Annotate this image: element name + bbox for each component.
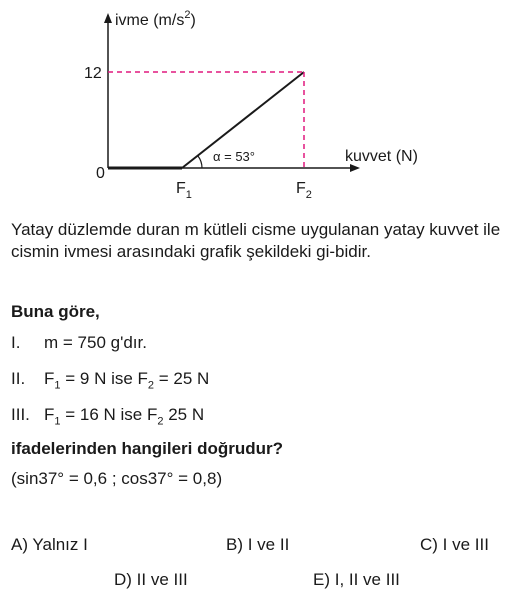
force-acceleration-graph [0, 0, 513, 215]
y-tick-0: 0 [96, 165, 105, 182]
f1-label: $F_1$ [176, 180, 192, 201]
y-tick-12: 12 [84, 65, 102, 82]
choice-d[interactable]: D) II ve III [114, 570, 188, 589]
choice-a[interactable]: A) Yalnız I [11, 535, 88, 554]
choice-c[interactable]: C) I ve III [420, 535, 489, 554]
angle-label: α = 53° [213, 149, 255, 164]
angle-arc [198, 156, 202, 168]
f2-label: $F_2$ [296, 180, 312, 201]
choice-e[interactable]: E) I, II ve III [313, 570, 400, 589]
question-hint: (sin37° = 0,6 ; cos37° = 0,8) [11, 469, 223, 488]
choice-b[interactable]: B) I ve II [226, 535, 290, 554]
statement-text: m = 750 g'dır. [44, 333, 147, 352]
x-axis-label: kuvvet (N) [345, 148, 418, 165]
question-lead: Buna göre, [11, 302, 100, 321]
statement-number: I. [11, 333, 21, 352]
statement-3: III. $F_1 = 16$ N ise $F_2$ 25 N [11, 405, 205, 428]
statement-1 [11, 332, 147, 354]
question-paragraph: Yatay düzlemde duran m kütleli cisme uygulanan yatay kuvvet ile cismin ivmesi arasındaki grafik şekildeki gi-bidir. [11, 220, 501, 261]
statement-2: II. $F_1 = 9$ N ise $F_2 = 25$ N [11, 369, 210, 392]
y-axis-arrow-icon [104, 13, 112, 23]
statement-number: II. [11, 369, 26, 388]
statement-number: III. [11, 405, 30, 424]
question-ask: ifadelerinden hangileri doğrudur? [11, 439, 284, 458]
y-axis-label: ivme $(m/s^2)$ [115, 9, 196, 29]
x-axis-arrow-icon [350, 164, 360, 172]
